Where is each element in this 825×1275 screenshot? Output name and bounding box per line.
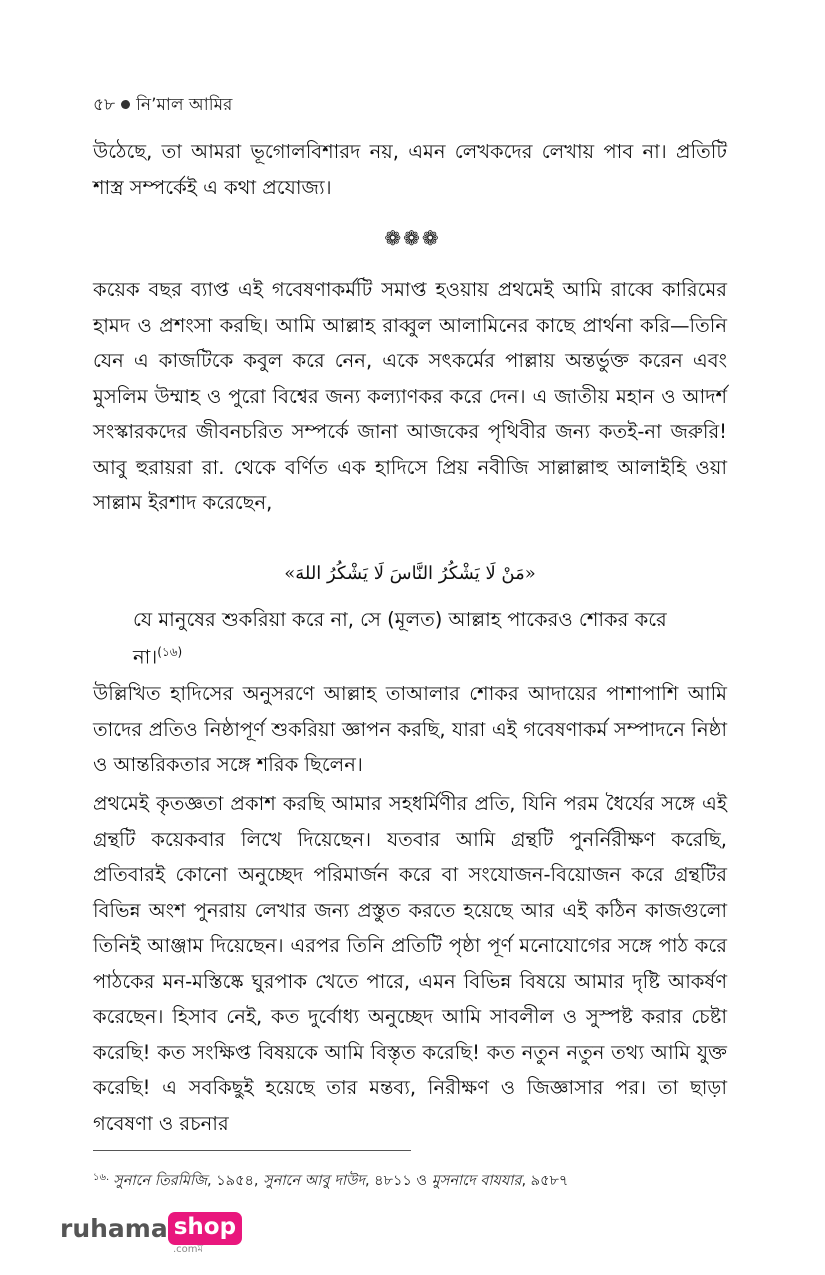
- hadith-translation: [133, 604, 693, 674]
- footnote-divider: [93, 1150, 411, 1151]
- footnote-ref-3: , ৯৫৮৭: [521, 1173, 569, 1189]
- paragraph-spouse: প্রথমেই কৃতজ্ঞতা প্রকাশ করছি আমার সহধর্মিণীর প্রতি, যিনি পরম ধৈর্যের সঙ্গে এই গ্রন্থটি কয়েকবার লিখে দিয়েছেন। যতবার আমি গ্রন্থটি পুনর্নিরীক্ষণ করেছি, প্রতিবারই কোনো অনুচ্ছেদ পরিমার্জন করে বা সংযোজন-বিয়োজন করে গ্রন্থটির বিভিন্ন অংশ পুনরায় লেখার জন্য প্রস্তুত করতে হয়েছে আর এই কঠিন কাজগুলো তিনিই আঞ্জাম দিয়েছেন। এরপর তিনি প্রতিটি পৃষ্ঠা পূর্ণ মনোযোগের সঙ্গে পাঠ করে পাঠকের মন-মস্তিষ্কে ঘুরপাক খেতে পারে, এমন বিভিন্ন বিষয়ে আমার দৃষ্টি আকর্ষণ করেছেন। হিসাব নেই, কত দুর্বোধ্য অনুচ্ছেদ আমি সাবলীল ও সুস্পষ্ট করার চেষ্টা করেছি! কত সংক্ষিপ্ত বিষয়কে আমি বিস্তৃত করেছি! কত নতুন নতুন তথ্য আমি যুক্ত করেছি! এ সবকিছুই হয়েছে তার মন্তব্য, নিরীক্ষণ ও জিজ্ঞাসার পর। তা ছাড়া গবেষণা ও রচনার: [93, 792, 727, 1135]
- footnote-reference: (১৬): [157, 645, 183, 659]
- logo-brand-left: ruhama: [60, 1214, 168, 1243]
- paragraph-continued: উঠেছে, তা আমরা ভূগোলবিশারদ নয়, এমন লেখকদের লেখায় পাব না। প্রতিটি শাস্ত্র সম্পর্কেই এ কথা প্রযোজ্য।: [93, 140, 727, 199]
- section-divider-ornament: ❁❁❁: [384, 226, 441, 250]
- translation-text: যে মানুষের শুকরিয়া করে না, সে (মূলত) আল্লাহ পাকেরও শোকর করে না।: [133, 608, 667, 669]
- footnote-source-abudawud: সুনানে আবু দাউদ: [263, 1173, 365, 1189]
- ruhamashop-watermark-logo: [60, 1212, 242, 1255]
- running-header: [93, 92, 232, 120]
- book-title: নিʼমাল আমির: [136, 95, 233, 115]
- bullet-dot-icon: [121, 100, 130, 109]
- paragraph-gratitude: কয়েক বছর ব্যাপ্ত এই গবেষণাকর্মটি সমাপ্ত হওয়ায় প্রথমেই আমি রাব্বে কারিমের হামদ ও প্রশংসা করছি। আমি আল্লাহ রাব্বুল আলামিনের কাছে প্রার্থনা করি—তিনি যেন এ কাজটিকে কবুল করে নেন, একে সৎকর্মের পাল্লায় অন্তর্ভুক্ত করেন এবং মুসলিম উম্মাহ ও পুরো বিশ্বের জন্য কল্যাণকর করে দেন। এ জাতীয় মহান ও আদর্শ সংস্কারকদের জীবনচরিত সম্পর্কে জানা আজকের পৃথিবীর জন্য কতই-না জরুরি! আবু হুরায়রা রা. থেকে বর্ণিত এক হাদিসে প্রিয় নবীজি সাল্লাল্লাহু আলাইহি ওয়া সাল্লাম ইরশাদ করেছেন,: [93, 278, 727, 514]
- page-number: ৫৮: [93, 95, 116, 115]
- logo-domain: .comম: [173, 1244, 204, 1255]
- footnote-number: ১৬.: [93, 1172, 110, 1183]
- footnote-source-tirmidhi: সুনানে তিরমিজি: [113, 1173, 208, 1189]
- footnote-source-bazzar: মুসনাদে বাযযার: [431, 1173, 522, 1189]
- footnote: [93, 1170, 733, 1194]
- paragraph-thanks: উল্লিখিত হাদিসের অনুসরণে আল্লাহ তাআলার শোকর আদায়ের পাশাপাশি আমি তাদের প্রতিও নিষ্ঠাপূর্ণ শুকরিয়া জ্ঞাপন করছি, যারা এই গবেষণাকর্ম সম্পাদনে নিষ্ঠা ও আন্তরিকতার সঙ্গে শরিক ছিলেন।: [93, 682, 727, 776]
- footnote-ref-2: , ৪৮১১ ও: [364, 1173, 432, 1189]
- footnote-ref-1: , ১৯৫৪,: [207, 1173, 264, 1189]
- logo-brand-right: shop: [168, 1212, 242, 1245]
- arabic-hadith-quote: «مَنْ لَا يَشْكُرُ النَّاسَ لَا يَشْكُرُ اللهَ»: [284, 563, 536, 584]
